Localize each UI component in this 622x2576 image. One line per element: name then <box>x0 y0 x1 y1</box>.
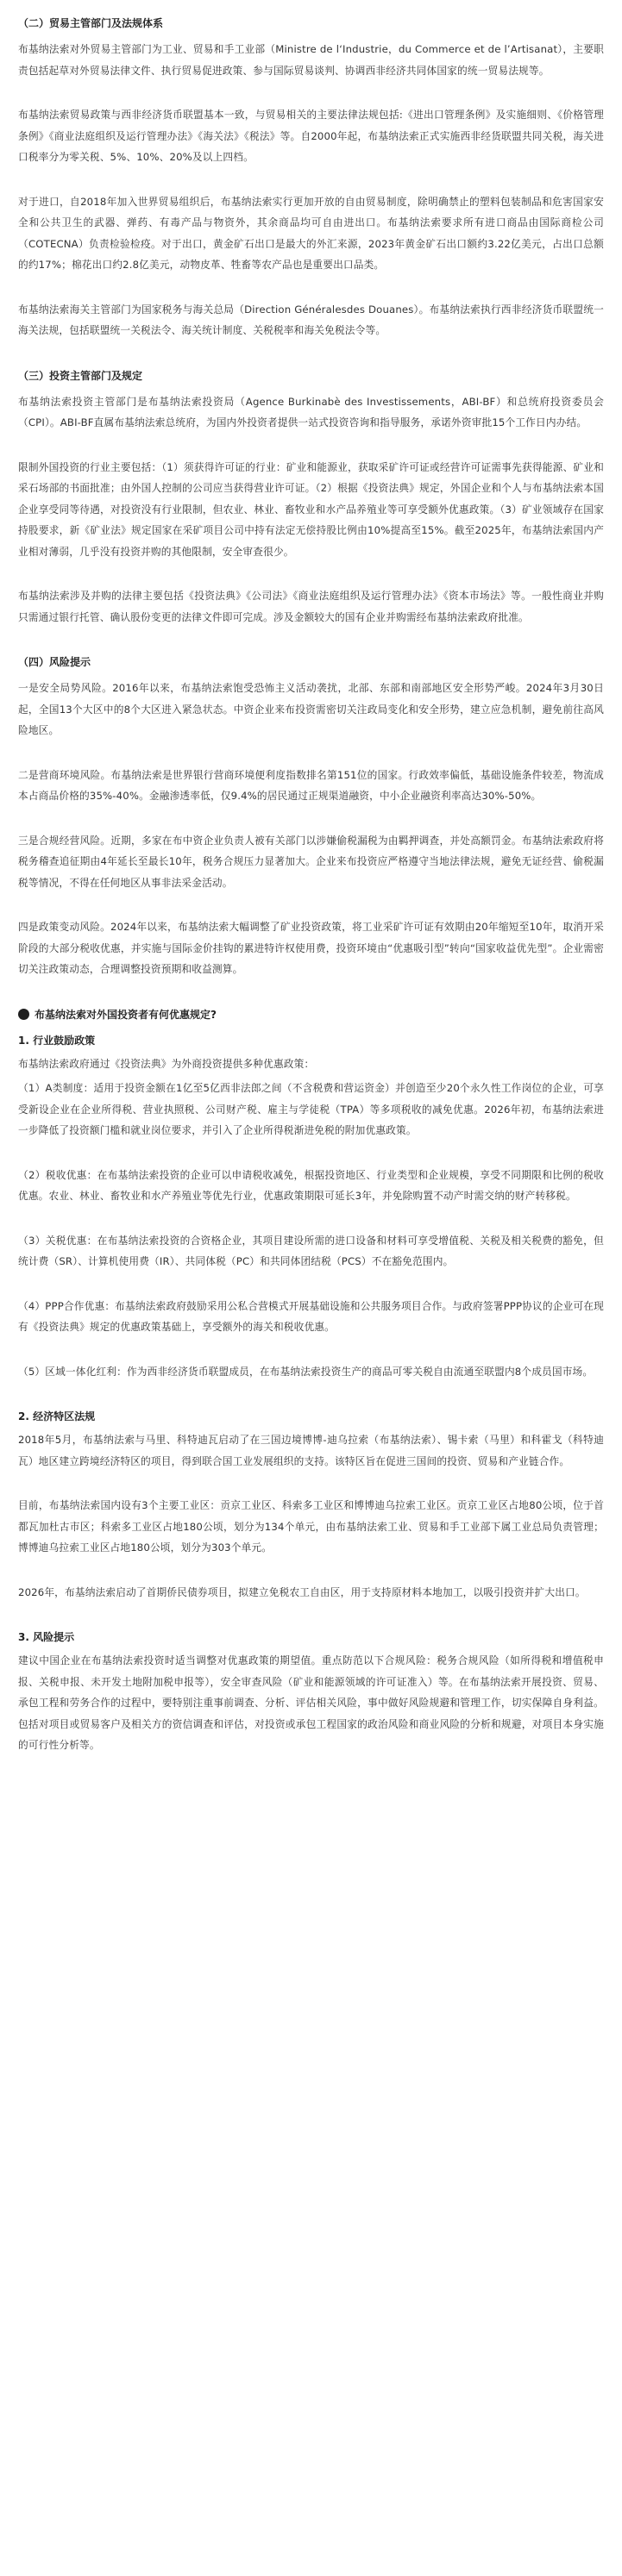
paragraph: 布基纳法索贸易政策与西非经济货币联盟基本一致，与贸易相关的主要法律法规包括:《进出口管理条例》及实施细则、《价格管理条例》《商业法庭组织及运行管理办法》《海关法》《税法》等。自2000年起，布基纳法索正式实施西非经货联盟共同关税，海关进口税率分为零关税、5%、10%、20%及以上四档。 <box>18 109 604 163</box>
paragraph: （1）A类制度：适用于投资金额在1亿至5亿西非法郎之间（不含税费和营运资金）并创造至少20个永久性工作岗位的企业，可享受新设企业在企业所得税、营业执照税、公司财产税、雇主与学徒税（TPA）等多项税收的减免优惠。2026年初，布基纳法索进一步降低了投资额门槛和就业岗位要求，并引入了企业所得税渐进免税的附加优惠政策。 <box>18 1082 604 1136</box>
paragraph: （5）区域一体化红利：作为西非经济货币联盟成员，在布基纳法索投资生产的商品可零关税自由流通至联盟内8个成员国市场。 <box>18 1365 594 1378</box>
paragraph: 四是政策变动风险。2024年以来，布基纳法索大幅调整了矿业投资政策，将工业采矿许可证有效期由20年缩短至10年，取消开采阶段的大部分税收优惠，并实施与国际金价挂钩的累进特许权使用费，投资环境由“优惠吸引型”转向“国家收益优先型”。企业需密切关注政策动态，合理调整投资预期和收益测算。 <box>18 921 604 975</box>
subsection-title: 3. 风险提示 <box>18 1631 75 1643</box>
section-title-trade: （二）贸易主管部门及法规体系 <box>18 17 164 29</box>
paragraph: 目前，布基纳法索国内设有3个主要工业区：贡京工业区、科索多工业区和博博迪乌拉索工业区。贡京工业区占地80公顷，位于首都瓦加杜古市区；科索多工业区占地180公顷，划分为134个单元，由布基纳法索工业、贸易和手工业部下属工业总局负责管理；博博迪乌拉索工业区占地180公顷，划分为303个单元。 <box>18 1499 604 1554</box>
paragraph: （2）税收优惠：在布基纳法索投资的企业可以申请税收减免，根据投资地区、行业类型和企业规模，享受不同期限和比例的税收优惠。农业、林业、畜牧业和水产养殖业等优先行业，优惠政策期限可延长3年，并免除购置不动产时需交纳的财产转移税。 <box>18 1168 604 1202</box>
section-title-risk: （四）风险提示 <box>18 656 91 668</box>
paragraph: 布基纳法索海关主管部门为国家税务与海关总局（Direction Généralesdes Douanes）。布基纳法索执行西非经济货币联盟统一海关法规，包括联盟统一关税法令、海关统计制度、关税税率和海关免税法令等。 <box>18 303 604 336</box>
faq-question <box>18 1004 604 1026</box>
paragraph: 2026年，布基纳法索启动了首期侨民债券项目，拟建立免税农工自由区，用于支持原材料本地加工，以吸引投资并扩大出口。 <box>18 1585 586 1598</box>
section-title-invest: （三）投资主管部门及规定 <box>18 369 143 382</box>
paragraph: 建议中国企业在布基纳法索投资时适当调整对优惠政策的期望值。重点防范以下合规风险：税务合规风险（如所得税和增值税申报、关税申报、未开发土地附加税申报等），安全审查风险（矿业和能源领域的许可证准入）等。在布基纳法索开展投资、贸易、承包工程和劳务合作的过程中，要特别注重事前调查、分析、评估相关风险，事中做好风险规避和管理工作，切实保障自身利益。包括对项目或贸易客户及相关方的资信调查和评估，对投资或承包工程国家的政治风险和商业风险的分析和规避，对项目本身实施的可行性分析等。 <box>18 1654 604 1751</box>
paragraph: 限制外国投资的行业主要包括：（1）须获得许可证的行业：矿业和能源业，获取采矿许可证或经营许可证需事先获得能源、矿业和采石场部的书面批准；由外国人控制的公司应当获得营业许可证。（2）根据《投资法典》规定，外国企业和个人与布基纳法索本国企业享受同等待遇，对投资没有行业限制，但农业、林业、畜牧业和水产品养殖业等可享受额外优惠政策。（3）矿业领域存在国家持股要求，新《矿业法》规定国家在采矿项目公司中持有法定无偿持股比例由10%提高至15%。截至2025年，布基纳法索国内产业相对薄弱，几乎没有投资并购的其他限制，安全审查很少。 <box>18 460 604 558</box>
subsection-title: 1. 行业鼓励政策 <box>18 1034 96 1047</box>
paragraph: 布基纳法索投资主管部门是布基纳法索投资局（Agence Burkinabè des Investissements，ABI-BF）和总统府投资委员会（CPI）。ABI-BF直属布基纳法索总统府，为国内外投资者提供一站式投资咨询和指导服务，承诺外资审批15个工作日内办结。 <box>18 395 604 428</box>
paragraph: 三是合规经营风险。近期，多家在布中资企业负责人被有关部门以涉嫌偷税漏税为由羁押调查，并处高额罚金。布基纳法索政府将税务稽查追征期由4年延长至最长10年，税务合规压力显著加大。企业来布投资应严格遵守当地法律法规，避免无证经营、偷税漏税等情况，不得在任何地区从事非法采金活动。 <box>18 834 604 889</box>
paragraph: 对于进口，自2018年加入世界贸易组织后，布基纳法索实行更加开放的自由贸易制度，除明确禁止的塑料包装制品和危害国家安全和公共卫生的武器、弹药、有毒产品与物资外，其余商品均可自由进出口。布基纳法索要求所有进口商品由国际商检公司（COTECNA）负责检验检疫。对于出口，黄金矿石出口是最大的外汇来源，2023年黄金矿石出口额约3.22亿美元，占出口总额的约17%；棉花出口约2.8亿美元，动物皮革、牲畜等农产品也是重要出口品类。 <box>18 195 604 271</box>
paragraph: （3）关税优惠：在布基纳法索投资的合资格企业，其项目建设所需的进口设备和材料可享受增值税、关税及相关税费的豁免，但统计费（SR）、计算机使用费（IR）、共同体税（PC）和共同体团结税（PCS）不在豁免范围内。 <box>18 1234 604 1267</box>
bullet-dot-icon <box>18 1009 29 1020</box>
paragraph: 布基纳法索涉及并购的法律主要包括《投资法典》《公司法》《商业法庭组织及运行管理办法》《资本市场法》等。一般性商业并购只需通过银行托管、确认股份变更的法律文件即可完成。涉及金额较大的国有企业并购需经布基纳法索政府批准。 <box>18 590 604 623</box>
paragraph: 一是安全局势风险。2016年以来，布基纳法索饱受恐怖主义活动袭扰，北部、东部和南部地区安全形势严峻。2024年3月30日起，全国13个大区中的8个大区进入紧急状态。中资企业来布投资需密切关注政局变化和安全形势，建立应急机制，避免前往高风险地区。 <box>18 682 604 736</box>
paragraph: 布基纳法索政府通过《投资法典》为外商投资提供多种优惠政策： <box>18 1057 315 1070</box>
paragraph: （4）PPP合作优惠：布基纳法索政府鼓励采用公私合营模式开展基础设施和公共服务项目合作。与政府签署PPP协议的企业可在现有《投资法典》规定的优惠政策基础上，享受额外的海关和税收优惠。 <box>18 1299 604 1333</box>
subsection-title: 2. 经济特区法规 <box>18 1410 96 1422</box>
paragraph: 二是营商环境风险。布基纳法索是世界银行营商环境便利度指数排名第151位的国家。行政效率偏低，基础设施条件较差，物流成本占商品价格的35%-40%。金融渗透率低，仅9.4%的居民通过正规渠道融资，中小企业融资利率高达30%-50%。 <box>18 768 604 802</box>
faq-question-text: 布基纳法索对外国投资者有何优惠规定? <box>35 1008 217 1021</box>
paragraph: 2018年5月，布基纳法索与马里、科特迪瓦启动了在三国边境博博-迪乌拉索（布基纳法索）、锡卡索（马里）和科霍戈（科特迪瓦）地区建立跨境经济特区的项目，得到联合国工业发展组织的支持。该特区旨在促进三国间的投资、贸易和产业链合作。 <box>18 1434 604 1467</box>
paragraph: 布基纳法索对外贸易主管部门为工业、贸易和手工业部（Ministre de l‘Industrie，du Commerce et de l’Artisanat），主要职责包括起草对外贸易法律文件、执行贸易促进政策、参与国际贸易谈判、协调西非经济共同体国家的统一贸易法规等。 <box>18 43 604 77</box>
